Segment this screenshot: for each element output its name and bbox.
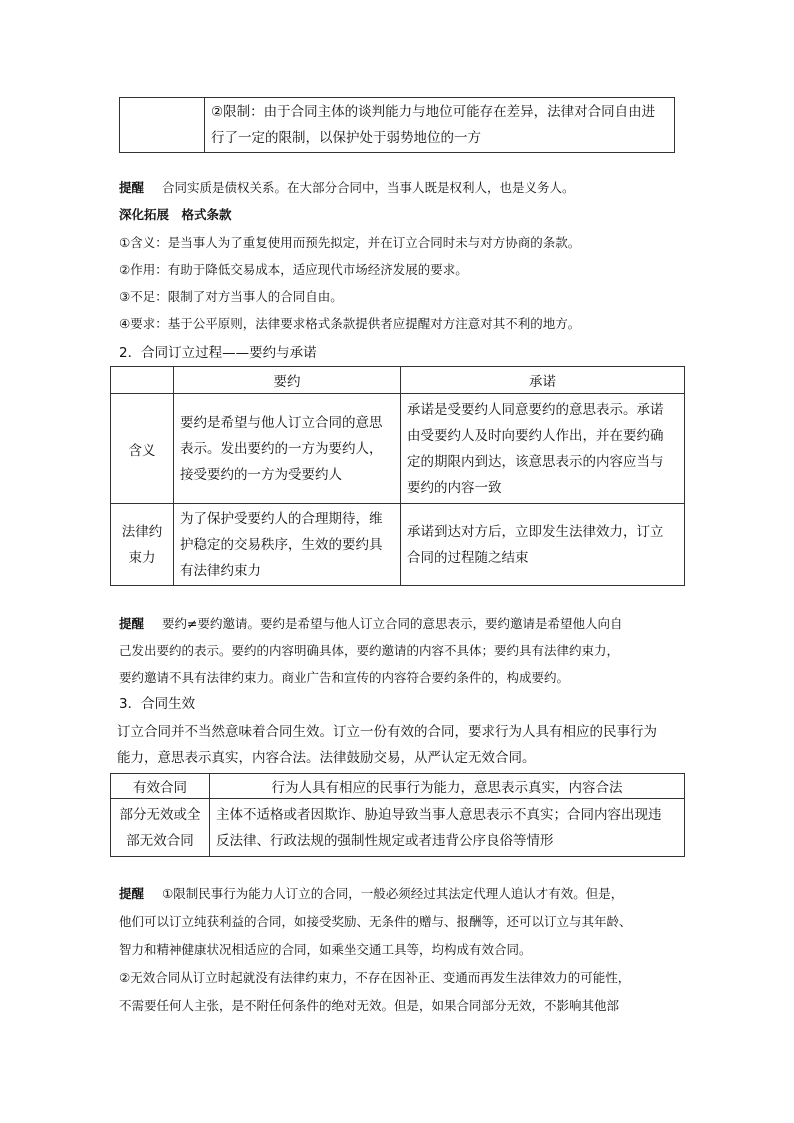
tip-line: 己发出要约的表示。要约的内容明确具体，要约邀请的内容不具体；要约具有法律约束力， xyxy=(119,643,620,658)
cell-line: 部无效合同 xyxy=(126,832,194,849)
tip-note xyxy=(119,884,623,902)
cell-line: 部分无效或全 xyxy=(119,806,201,823)
tip-line: 要约邀请不具有法律约束力。商业广告和宣传的内容符合要约条件的，构成要约。 xyxy=(119,670,570,685)
tip-text: 要约≠要约邀请。要约是希望与他人订立合同的意思表示，要约邀请是希望他人向自 xyxy=(161,616,623,631)
expand-heading: 深化拓展 格式条款 xyxy=(119,207,232,222)
expand-item: ③不足：限制了对方当事人的合同自由。 xyxy=(119,289,343,304)
paragraph-line: 订立合同并不当然意味着合同生效。订立一份有效的合同，要求行为人具有相应的民事行为 xyxy=(117,724,657,740)
table-header-cell xyxy=(111,367,174,394)
cell-line: 束力 xyxy=(128,549,156,566)
tip-line: 他们可以订立纯获利益的合同，如接受奖励、无条件的赠与、报酬等，还可以订立与其年龄、 xyxy=(119,914,632,929)
table-header-cell: 要约 xyxy=(174,367,401,394)
section-heading: 3．合同生效 xyxy=(119,696,196,712)
expand-item: ④要求：基于公平原则，法律要求格式条款提供者应提醒对方注意对其不利的地方。 xyxy=(119,316,581,331)
section-heading: 2．合同订立过程——要约与承诺 xyxy=(119,345,317,361)
row-label-cell xyxy=(111,799,210,857)
cell-line: 护稳定的交易秩序，生效的要约具 xyxy=(180,536,383,553)
cell-line: 定的期限内到达，该意思表示的内容应当与 xyxy=(407,453,664,470)
paragraph-line: 能力，意思表示真实，内容合法。法律鼓励交易，从严认定无效合同。 xyxy=(117,750,536,766)
cell-line: 表示。发出要约的一方为要约人， xyxy=(180,440,383,457)
expand-item: ①含义：是当事人为了重复使用而预先拟定，并在订立合同时未与对方协商的条款。 xyxy=(119,235,581,250)
tip-label: 提醒 xyxy=(119,886,145,901)
row-content-cell: 行为人具有相应的民事行为能力，意思表示真实，内容合法 xyxy=(210,774,685,799)
offer-binding-cell xyxy=(174,504,401,586)
tip-label: 提醒 xyxy=(119,180,145,195)
expand-item: ②作用：有助于降低交易成本，适应现代市场经济发展的要求。 xyxy=(119,262,468,277)
acceptance-meaning-cell xyxy=(401,394,685,504)
tip-text: 合同实质是债权关系。在大部分合同中，当事人既是权利人，也是义务人。 xyxy=(161,180,575,195)
cell-line: 为了保护受要约人的合理期待，维 xyxy=(180,510,383,527)
tip-text: ①限制民事行为能力人订立的合同，一般必须经过其法定代理人追认才有效。但是， xyxy=(161,886,624,901)
tip-line: 不需要任何人主张，是不附任何条件的绝对无效。但是，如果合同部分无效，不影响其他部 xyxy=(119,998,620,1013)
tip-label: 提醒 xyxy=(119,616,145,631)
offer-meaning-cell xyxy=(174,394,401,504)
tip-note xyxy=(119,614,622,632)
row-content-cell xyxy=(210,799,685,857)
offer-acceptance-table xyxy=(110,366,685,586)
row-label-cell: 有效合同 xyxy=(111,774,210,799)
cell-line: 要约是希望与他人订立合同的意思 xyxy=(180,414,383,431)
cell-line: 主体不适格或者因欺诈、胁迫导致当事人意思表示不真实；合同内容出现违 xyxy=(216,806,662,823)
limitation-label-cell xyxy=(120,98,205,153)
tip-note xyxy=(119,178,575,196)
cell-line: 有法律约束力 xyxy=(180,562,261,579)
cell-line: 合同的过程随之结束 xyxy=(407,549,529,566)
limitation-content-cell xyxy=(205,98,675,153)
tip-line: ②无效合同从订立时起就没有法律约束力，不存在因补正、变通而再发生法律效力的可能性， xyxy=(119,970,631,985)
cell-line: 承诺到达对方后，立即发生法律效力，订立 xyxy=(407,523,664,540)
acceptance-binding-cell xyxy=(401,504,685,586)
cell-line: 法律约 xyxy=(121,523,163,540)
limitation-line: 行了一定的限制，以保护处于弱势地位的一方 xyxy=(211,130,481,146)
row-label-cell: 含义 xyxy=(111,394,174,504)
cell-line: 要约的内容一致 xyxy=(407,479,502,496)
table-header-cell: 承诺 xyxy=(401,367,685,394)
tip-line: 智力和精神健康状况相适应的合同，如乘坐交通工具等，均构成有效合同。 xyxy=(119,942,532,957)
cell-line: 由受要约人及时向要约人作出，并在要约确 xyxy=(407,427,664,444)
row-label-cell xyxy=(111,504,174,586)
limitation-table xyxy=(119,97,675,153)
cell-line: 接受要约的一方为受要约人 xyxy=(180,466,342,483)
cell-line: 承诺是受要约人同意要约的意思表示。承诺 xyxy=(407,401,664,418)
validity-table xyxy=(110,773,685,857)
limitation-line: ②限制：由于合同主体的谈判能力与地位可能存在差异，法律对合同自由进 xyxy=(211,104,656,120)
cell-line: 反法律、行政法规的强制性规定或者违背公序良俗等情形 xyxy=(216,832,554,849)
